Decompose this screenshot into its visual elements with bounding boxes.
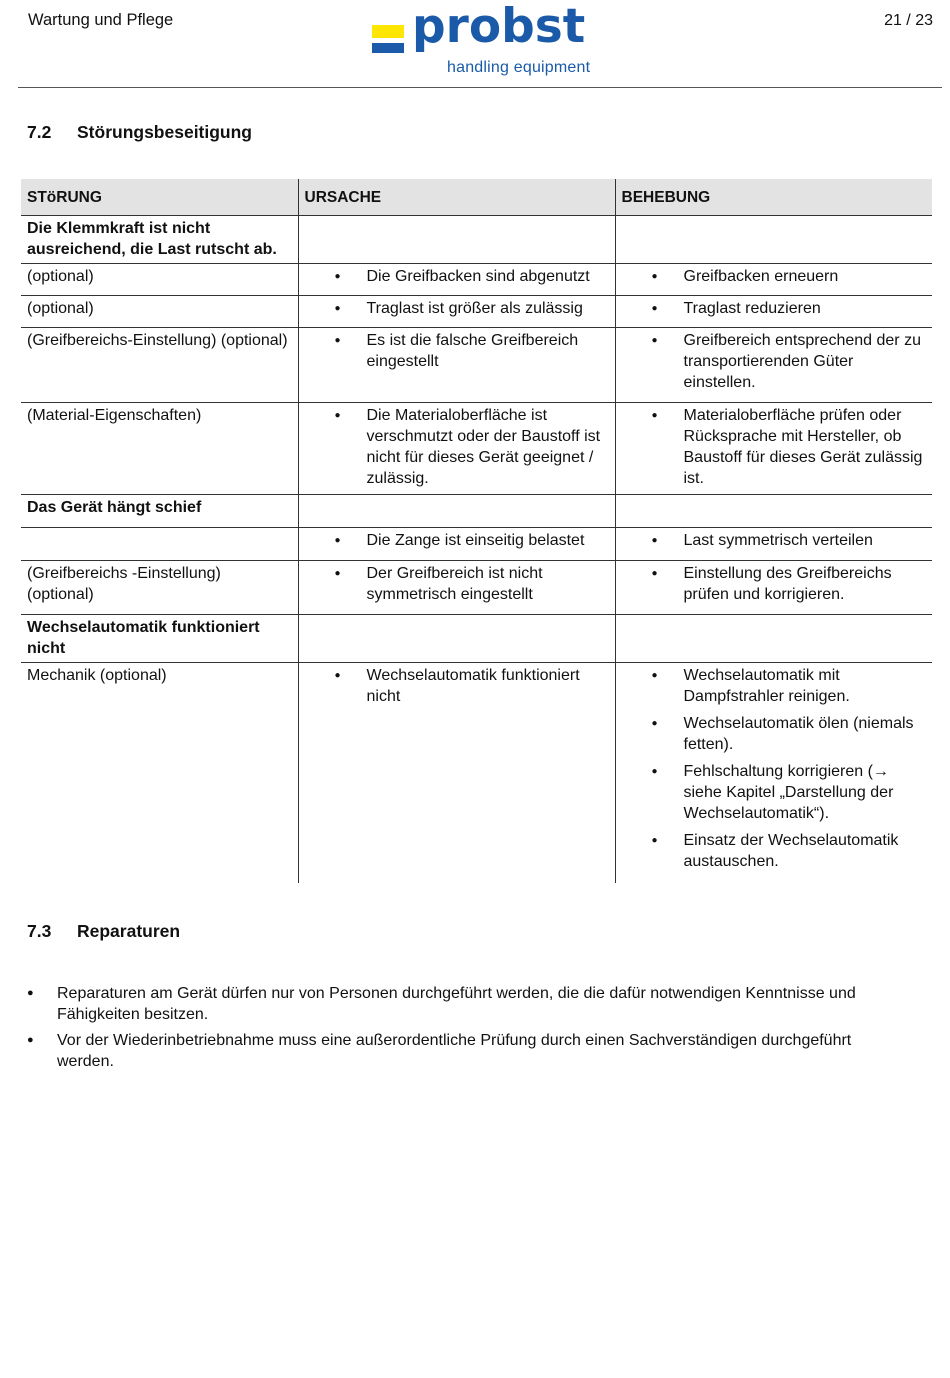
table-row (21, 528, 932, 561)
section-title: Reparaturen (77, 921, 181, 941)
troubleshooting-table (21, 179, 932, 883)
cause-list (305, 298, 609, 319)
logo-blue-bar (372, 43, 404, 53)
cause-list (305, 665, 609, 707)
section-number: 7.3 (27, 921, 52, 941)
fault-cell: (optional) (21, 264, 298, 296)
list-item: ● Greifbacken erneuern (622, 266, 927, 287)
list-item: ● Wechselautomatik ölen (niemals fetten). (622, 713, 927, 755)
table-row (21, 561, 932, 615)
cause-cell (298, 663, 615, 883)
remedy-list (622, 266, 927, 287)
cause-cell (298, 403, 615, 495)
remedy-cell (615, 403, 932, 495)
list-item: ● Wechselautomatik mit Dampfstrahler reinigen. (622, 665, 927, 707)
list-item: ● Die Materialoberfläche ist verschmutzt oder der Baustoff ist nicht für dieses Gerät geeignet / zulässig. (305, 405, 609, 489)
list-item: ● Materialoberfläche prüfen oder Rücksprache mit Hersteller, ob Baustoff für dieses Gerät zulässig ist. (622, 405, 927, 489)
list-item: ● Last symmetrisch verteilen (622, 530, 927, 551)
logo-yellow-bar (372, 25, 404, 38)
fault-cell: Mechanik (optional) (21, 663, 298, 883)
section-heading-7-3 (27, 921, 180, 942)
logo-tagline: handling equipment (447, 59, 591, 76)
cause-cell (298, 216, 615, 264)
cause-cell (298, 264, 615, 296)
cause-cell (298, 561, 615, 615)
section-heading-7-2 (27, 122, 252, 143)
cause-cell (298, 328, 615, 403)
remedy-list (622, 298, 927, 319)
table-row (21, 216, 932, 264)
table-row (21, 495, 932, 528)
remedy-cell (615, 328, 932, 403)
table-row (21, 264, 932, 296)
table-row (21, 328, 932, 403)
fault-cell (21, 528, 298, 561)
header-section-title: Wartung und Pflege (28, 11, 174, 29)
probst-logo (372, 0, 602, 81)
remedy-cell (615, 528, 932, 561)
remedy-cell (615, 495, 932, 528)
fault-cell: (Greifbereichs -Einstellung) (optional) (21, 561, 298, 615)
remedy-cell (615, 615, 932, 663)
cause-list (305, 405, 609, 489)
section-number: 7.2 (27, 122, 52, 142)
fault-cell: Die Klemmkraft ist nicht ausreichend, die Last rutscht ab. (21, 216, 298, 264)
remedy-list (622, 530, 927, 551)
table-row (21, 663, 932, 883)
cause-list (305, 530, 609, 551)
list-item: ● Einstellung des Greifbereichs prüfen und korrigieren. (622, 563, 927, 605)
list-item: ● Die Zange ist einseitig belastet (305, 530, 609, 551)
cause-cell (298, 615, 615, 663)
table-row (21, 403, 932, 495)
fault-cell: (Material-Eigenschaften) (21, 403, 298, 495)
table-row (21, 296, 932, 328)
list-item: ● Wechselautomatik funktioniert nicht (305, 665, 609, 707)
list-item: ● Es ist die falsche Greifbereich eingestellt (305, 330, 609, 372)
cause-list (305, 330, 609, 372)
section-title: Störungsbeseitigung (77, 122, 252, 142)
page-number: 21 / 23 (884, 12, 933, 29)
column-header-remedy: BEHEBUNG (615, 179, 932, 216)
cause-list (305, 266, 609, 287)
remedy-cell (615, 296, 932, 328)
header-divider (18, 87, 942, 88)
remedy-cell (615, 663, 932, 883)
repairs-list (27, 983, 907, 1077)
remedy-list (622, 665, 927, 872)
list-item: ● Einsatz der Wechselautomatik austauschen. (622, 830, 927, 872)
list-item: ● Greifbereich entsprechend der zu transportierenden Güter einstellen. (622, 330, 927, 393)
remedy-cell (615, 264, 932, 296)
logo-wordmark: probst (412, 0, 586, 54)
table-body (21, 216, 932, 883)
list-item: ● Traglast ist größer als zulässig (305, 298, 609, 319)
list-item: ● Die Greifbacken sind abgenutzt (305, 266, 609, 287)
list-item: ● Reparaturen am Gerät dürfen nur von Personen durchgeführt werden, die die dafür notwendigen Kenntnisse und Fähigkeiten besitzen. (27, 983, 907, 1025)
fault-cell: Wechselautomatik funktioniert nicht (21, 615, 298, 663)
list-item: ● Traglast reduzieren (622, 298, 927, 319)
remedy-list (622, 563, 927, 605)
remedy-cell (615, 216, 932, 264)
list-item: ● Fehlschaltung korrigieren (→ siehe Kapitel „Darstellung der Wechselautomatik“). (622, 761, 927, 824)
cause-cell (298, 528, 615, 561)
column-header-fault: STöRUNG (21, 179, 298, 216)
fault-cell: (Greifbereichs-Einstellung) (optional) (21, 328, 298, 403)
table-header-row (21, 179, 932, 216)
remedy-cell (615, 561, 932, 615)
remedy-list (622, 330, 927, 393)
column-header-cause: URSACHE (298, 179, 615, 216)
cause-cell (298, 495, 615, 528)
fault-cell: Das Gerät hängt schief (21, 495, 298, 528)
list-item: ● Vor der Wiederinbetriebnahme muss eine außerordentliche Prüfung durch einen Sachverständigen durchgeführt werden. (27, 1030, 907, 1072)
remedy-list (622, 405, 927, 489)
table-row (21, 615, 932, 663)
list-item: ● Der Greifbereich ist nicht symmetrisch eingestellt (305, 563, 609, 605)
cause-cell (298, 296, 615, 328)
fault-cell: (optional) (21, 296, 298, 328)
cause-list (305, 563, 609, 605)
